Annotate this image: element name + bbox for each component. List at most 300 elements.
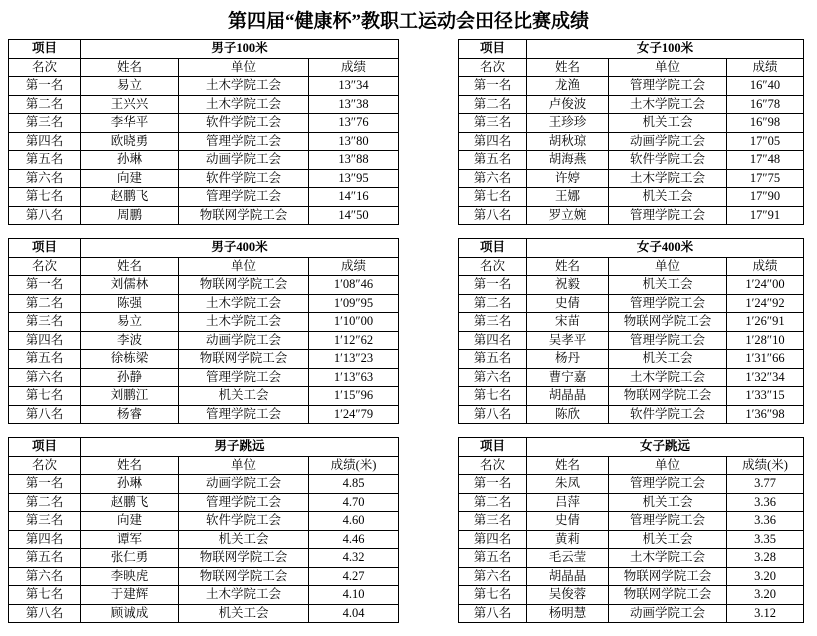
table-row (9, 493, 399, 512)
cell-rank: 第六名 (459, 169, 527, 188)
cell-rank: 第六名 (9, 169, 81, 188)
cell-unit: 物联网学院工会 (179, 276, 309, 295)
column-right (458, 39, 809, 636)
cell-rank: 第八名 (9, 604, 81, 623)
result-block-women-400m (458, 238, 809, 424)
cell-rank: 第七名 (459, 188, 527, 207)
cell-unit: 管理学院工会 (179, 188, 309, 207)
cell-unit: 动画学院工会 (179, 331, 309, 350)
cell-name: 宋苗 (527, 313, 609, 332)
cell-score: 3.77 (727, 475, 804, 494)
cell-rank: 第一名 (9, 276, 81, 295)
cell-name: 周鹏 (81, 206, 179, 225)
cell-name: 于建辉 (81, 586, 179, 605)
cell-rank: 第七名 (9, 188, 81, 207)
cell-score: 1′24″79 (309, 405, 399, 424)
cell-score: 16″40 (727, 77, 804, 96)
results-table (8, 437, 399, 623)
cell-score: 17″90 (727, 188, 804, 207)
cell-name: 许婷 (527, 169, 609, 188)
table-row (459, 188, 804, 207)
cell-score: 3.12 (727, 604, 804, 623)
cell-score: 14″50 (309, 206, 399, 225)
cell-unit: 物联网学院工会 (609, 586, 727, 605)
cell-name: 李华平 (81, 114, 179, 133)
cell-rank: 第八名 (459, 604, 527, 623)
cell-unit: 机关工会 (609, 530, 727, 549)
cell-name: 吕萍 (527, 493, 609, 512)
header-rank: 名次 (9, 58, 81, 77)
cell-name: 胡晶晶 (527, 387, 609, 406)
column-header-row (9, 58, 399, 77)
cell-unit: 机关工会 (609, 493, 727, 512)
cell-rank: 第六名 (459, 368, 527, 387)
cell-score: 1′32″34 (727, 368, 804, 387)
cell-name: 罗立婉 (527, 206, 609, 225)
cell-unit: 动画学院工会 (609, 132, 727, 151)
event-name: 女子跳远 (527, 438, 804, 457)
cell-name: 曹宁嘉 (527, 368, 609, 387)
result-block-men-400m (8, 238, 458, 424)
header-score: 成绩 (727, 257, 804, 276)
cell-unit: 机关工会 (609, 276, 727, 295)
cell-rank: 第二名 (459, 95, 527, 114)
cell-score: 4.27 (309, 567, 399, 586)
header-rank: 名次 (459, 257, 527, 276)
event-label: 项目 (9, 438, 81, 457)
cell-unit: 机关工会 (609, 188, 727, 207)
table-row (459, 368, 804, 387)
cell-unit: 物联网学院工会 (609, 313, 727, 332)
event-label: 项目 (459, 40, 527, 59)
column-header-row (9, 257, 399, 276)
header-score: 成绩 (727, 58, 804, 77)
cell-rank: 第四名 (9, 530, 81, 549)
cell-rank: 第三名 (9, 512, 81, 531)
cell-rank: 第六名 (9, 368, 81, 387)
event-header-row (459, 239, 804, 258)
cell-score: 1′24″92 (727, 294, 804, 313)
cell-score: 13″76 (309, 114, 399, 133)
table-row (9, 350, 399, 369)
header-unit: 单位 (179, 58, 309, 77)
cell-name: 徐栋梁 (81, 350, 179, 369)
cell-unit: 物联网学院工会 (179, 567, 309, 586)
cell-name: 张仁勇 (81, 549, 179, 568)
cell-unit: 动画学院工会 (609, 604, 727, 623)
cell-name: 孙静 (81, 368, 179, 387)
cell-unit: 土木学院工会 (609, 169, 727, 188)
cell-unit: 机关工会 (609, 114, 727, 133)
cell-score: 17″48 (727, 151, 804, 170)
table-row (459, 493, 804, 512)
event-header-row (459, 40, 804, 59)
cell-score: 1′08″46 (309, 276, 399, 295)
cell-unit: 机关工会 (179, 604, 309, 623)
cell-score: 1′13″63 (309, 368, 399, 387)
cell-unit: 土木学院工会 (179, 313, 309, 332)
cell-unit: 物联网学院工会 (609, 567, 727, 586)
table-row (459, 114, 804, 133)
column-header-row (9, 456, 399, 475)
header-rank: 名次 (459, 58, 527, 77)
cell-rank: 第二名 (9, 95, 81, 114)
cell-unit: 管理学院工会 (609, 206, 727, 225)
table-row (459, 530, 804, 549)
cell-unit: 管理学院工会 (179, 368, 309, 387)
table-row (459, 586, 804, 605)
cell-rank: 第四名 (459, 132, 527, 151)
result-block-women-longjump (458, 437, 809, 623)
cell-name: 杨丹 (527, 350, 609, 369)
cell-unit: 动画学院工会 (179, 475, 309, 494)
table-row (459, 276, 804, 295)
cell-score: 1′24″00 (727, 276, 804, 295)
cell-rank: 第四名 (459, 331, 527, 350)
cell-score: 4.32 (309, 549, 399, 568)
cell-rank: 第二名 (9, 294, 81, 313)
cell-name: 孙琳 (81, 151, 179, 170)
cell-name: 向建 (81, 512, 179, 531)
cell-name: 龙渔 (527, 77, 609, 96)
results-table (458, 39, 804, 225)
header-score: 成绩(米) (727, 456, 804, 475)
cell-rank: 第八名 (459, 206, 527, 225)
table-row (9, 206, 399, 225)
cell-name: 赵鹏飞 (81, 493, 179, 512)
table-row (459, 77, 804, 96)
header-name: 姓名 (527, 58, 609, 77)
header-unit: 单位 (179, 257, 309, 276)
cell-rank: 第六名 (459, 567, 527, 586)
cell-rank: 第二名 (459, 493, 527, 512)
table-row (9, 294, 399, 313)
result-block-women-100m (458, 39, 809, 225)
cell-name: 胡秋琼 (527, 132, 609, 151)
column-header-row (459, 456, 804, 475)
cell-rank: 第四名 (459, 530, 527, 549)
column-left (8, 39, 458, 636)
page-title: 第四届“健康杯”教职工运动会田径比赛成绩 (227, 11, 589, 32)
cell-name: 易立 (81, 313, 179, 332)
cell-unit: 软件学院工会 (179, 512, 309, 531)
table-row (459, 331, 804, 350)
table-row (9, 313, 399, 332)
cell-name: 向建 (81, 169, 179, 188)
cell-unit: 软件学院工会 (609, 405, 727, 424)
cell-rank: 第二名 (9, 493, 81, 512)
header-unit: 单位 (179, 456, 309, 475)
cell-rank: 第三名 (9, 114, 81, 133)
cell-unit: 机关工会 (609, 350, 727, 369)
cell-score: 14″16 (309, 188, 399, 207)
cell-rank: 第八名 (9, 206, 81, 225)
table-row (9, 586, 399, 605)
header-score: 成绩 (309, 58, 399, 77)
table-row (9, 512, 399, 531)
cell-name: 王兴兴 (81, 95, 179, 114)
table-row (9, 604, 399, 623)
cell-unit: 土木学院工会 (609, 368, 727, 387)
cell-unit: 软件学院工会 (179, 114, 309, 133)
table-row (459, 567, 804, 586)
cell-name: 李波 (81, 331, 179, 350)
results-table (458, 238, 804, 424)
cell-name: 王娜 (527, 188, 609, 207)
results-table (8, 238, 399, 424)
cell-score: 4.60 (309, 512, 399, 531)
cell-name: 毛云莹 (527, 549, 609, 568)
header-rank: 名次 (459, 456, 527, 475)
cell-rank: 第八名 (9, 405, 81, 424)
cell-rank: 第七名 (9, 387, 81, 406)
header-rank: 名次 (9, 456, 81, 475)
cell-score: 3.35 (727, 530, 804, 549)
cell-name: 胡晶晶 (527, 567, 609, 586)
cell-rank: 第四名 (9, 331, 81, 350)
cell-name: 祝毅 (527, 276, 609, 295)
cell-unit: 土木学院工会 (609, 95, 727, 114)
column-header-row (459, 58, 804, 77)
cell-name: 史倩 (527, 294, 609, 313)
cell-score: 1′33″15 (727, 387, 804, 406)
cell-unit: 物联网学院工会 (179, 350, 309, 369)
event-label: 项目 (459, 438, 527, 457)
cell-score: 16″98 (727, 114, 804, 133)
table-row (9, 331, 399, 350)
event-header-row (9, 438, 399, 457)
cell-name: 陈强 (81, 294, 179, 313)
event-name: 女子100米 (527, 40, 804, 59)
event-label: 项目 (9, 239, 81, 258)
cell-score: 4.70 (309, 493, 399, 512)
cell-score: 13″34 (309, 77, 399, 96)
table-row (9, 188, 399, 207)
cell-rank: 第一名 (9, 77, 81, 96)
cell-name: 史倩 (527, 512, 609, 531)
cell-score: 13″80 (309, 132, 399, 151)
cell-unit: 管理学院工会 (179, 493, 309, 512)
cell-name: 谭军 (81, 530, 179, 549)
cell-score: 1′31″66 (727, 350, 804, 369)
cell-unit: 软件学院工会 (179, 169, 309, 188)
cell-score: 16″78 (727, 95, 804, 114)
cell-rank: 第一名 (459, 77, 527, 96)
cell-rank: 第三名 (459, 512, 527, 531)
table-row (459, 475, 804, 494)
cell-score: 3.20 (727, 567, 804, 586)
table-row (9, 567, 399, 586)
cell-name: 刘儒林 (81, 276, 179, 295)
table-row (459, 294, 804, 313)
table-row (459, 95, 804, 114)
cell-unit: 软件学院工会 (609, 151, 727, 170)
cell-name: 吴俊蓉 (527, 586, 609, 605)
event-label: 项目 (459, 239, 527, 258)
table-row (9, 475, 399, 494)
result-block-men-longjump (8, 437, 458, 623)
cell-score: 17″91 (727, 206, 804, 225)
event-name: 男子100米 (81, 40, 399, 59)
cell-score: 1′28″10 (727, 331, 804, 350)
header-name: 姓名 (527, 257, 609, 276)
table-row (9, 368, 399, 387)
header-unit: 单位 (609, 58, 727, 77)
table-row (9, 151, 399, 170)
cell-unit: 管理学院工会 (609, 77, 727, 96)
cell-unit: 土木学院工会 (609, 549, 727, 568)
cell-unit: 管理学院工会 (609, 512, 727, 531)
header-score: 成绩 (309, 257, 399, 276)
cell-rank: 第五名 (459, 151, 527, 170)
cell-rank: 第三名 (459, 114, 527, 133)
header-rank: 名次 (9, 257, 81, 276)
table-row (459, 387, 804, 406)
cell-score: 13″38 (309, 95, 399, 114)
cell-unit: 动画学院工会 (179, 151, 309, 170)
cell-score: 1′09″95 (309, 294, 399, 313)
table-row (459, 313, 804, 332)
cell-rank: 第一名 (9, 475, 81, 494)
cell-unit: 管理学院工会 (179, 132, 309, 151)
results-table (8, 39, 399, 225)
header-name: 姓名 (81, 257, 179, 276)
results-grid (0, 39, 817, 636)
header-score: 成绩(米) (309, 456, 399, 475)
table-row (9, 95, 399, 114)
table-row (459, 549, 804, 568)
cell-name: 黄莉 (527, 530, 609, 549)
cell-unit: 土木学院工会 (179, 95, 309, 114)
event-header-row (9, 40, 399, 59)
header-name: 姓名 (527, 456, 609, 475)
cell-score: 17″05 (727, 132, 804, 151)
cell-rank: 第五名 (459, 549, 527, 568)
cell-unit: 物联网学院工会 (179, 206, 309, 225)
table-row (459, 206, 804, 225)
table-row (9, 530, 399, 549)
table-row (9, 549, 399, 568)
table-row (9, 405, 399, 424)
cell-score: 3.28 (727, 549, 804, 568)
table-row (9, 169, 399, 188)
column-header-row (459, 257, 804, 276)
cell-rank: 第六名 (9, 567, 81, 586)
cell-score: 1′12″62 (309, 331, 399, 350)
cell-rank: 第五名 (9, 350, 81, 369)
cell-name: 卢俊波 (527, 95, 609, 114)
cell-rank: 第七名 (459, 586, 527, 605)
cell-name: 刘鹏江 (81, 387, 179, 406)
cell-name: 欧晓勇 (81, 132, 179, 151)
cell-unit: 机关工会 (179, 387, 309, 406)
cell-unit: 机关工会 (179, 530, 309, 549)
cell-name: 杨明慧 (527, 604, 609, 623)
cell-rank: 第二名 (459, 294, 527, 313)
cell-rank: 第七名 (9, 586, 81, 605)
cell-unit: 物联网学院工会 (609, 387, 727, 406)
cell-score: 1′13″23 (309, 350, 399, 369)
cell-score: 4.04 (309, 604, 399, 623)
event-name: 男子400米 (81, 239, 399, 258)
event-header-row (9, 239, 399, 258)
cell-rank: 第三名 (459, 313, 527, 332)
cell-name: 王珍珍 (527, 114, 609, 133)
cell-score: 4.85 (309, 475, 399, 494)
cell-score: 4.10 (309, 586, 399, 605)
cell-score: 3.36 (727, 512, 804, 531)
cell-unit: 土木学院工会 (179, 294, 309, 313)
table-row (9, 132, 399, 151)
cell-score: 3.36 (727, 493, 804, 512)
cell-rank: 第四名 (9, 132, 81, 151)
event-name: 男子跳远 (81, 438, 399, 457)
table-row (9, 276, 399, 295)
table-row (459, 512, 804, 531)
table-row (459, 350, 804, 369)
cell-unit: 物联网学院工会 (179, 549, 309, 568)
header-name: 姓名 (81, 58, 179, 77)
result-block-men-100m (8, 39, 458, 225)
cell-rank: 第一名 (459, 276, 527, 295)
cell-rank: 第五名 (9, 549, 81, 568)
cell-name: 李映虎 (81, 567, 179, 586)
table-row (459, 405, 804, 424)
cell-score: 3.20 (727, 586, 804, 605)
cell-name: 胡海燕 (527, 151, 609, 170)
cell-rank: 第一名 (459, 475, 527, 494)
cell-score: 1′15″96 (309, 387, 399, 406)
cell-score: 13″95 (309, 169, 399, 188)
table-row (9, 114, 399, 133)
cell-score: 1′26″91 (727, 313, 804, 332)
table-row (9, 387, 399, 406)
event-label: 项目 (9, 40, 81, 59)
event-name: 女子400米 (527, 239, 804, 258)
cell-rank: 第七名 (459, 387, 527, 406)
cell-name: 孙琳 (81, 475, 179, 494)
cell-score: 1′36″98 (727, 405, 804, 424)
event-header-row (459, 438, 804, 457)
header-name: 姓名 (81, 456, 179, 475)
table-row (459, 151, 804, 170)
table-row (459, 132, 804, 151)
cell-unit: 土木学院工会 (179, 77, 309, 96)
table-row (459, 169, 804, 188)
cell-name: 杨睿 (81, 405, 179, 424)
cell-rank: 第五名 (459, 350, 527, 369)
cell-score: 1′10″00 (309, 313, 399, 332)
cell-name: 朱凤 (527, 475, 609, 494)
cell-unit: 管理学院工会 (609, 331, 727, 350)
cell-score: 4.46 (309, 530, 399, 549)
cell-score: 13″88 (309, 151, 399, 170)
table-row (9, 77, 399, 96)
cell-rank: 第八名 (459, 405, 527, 424)
cell-name: 赵鹏飞 (81, 188, 179, 207)
cell-name: 顾诚成 (81, 604, 179, 623)
cell-name: 陈欣 (527, 405, 609, 424)
cell-name: 吴孝平 (527, 331, 609, 350)
results-table (458, 437, 804, 623)
cell-unit: 管理学院工会 (609, 475, 727, 494)
cell-unit: 土木学院工会 (179, 586, 309, 605)
cell-unit: 管理学院工会 (179, 405, 309, 424)
cell-name: 易立 (81, 77, 179, 96)
cell-unit: 管理学院工会 (609, 294, 727, 313)
header-unit: 单位 (609, 456, 727, 475)
header-unit: 单位 (609, 257, 727, 276)
